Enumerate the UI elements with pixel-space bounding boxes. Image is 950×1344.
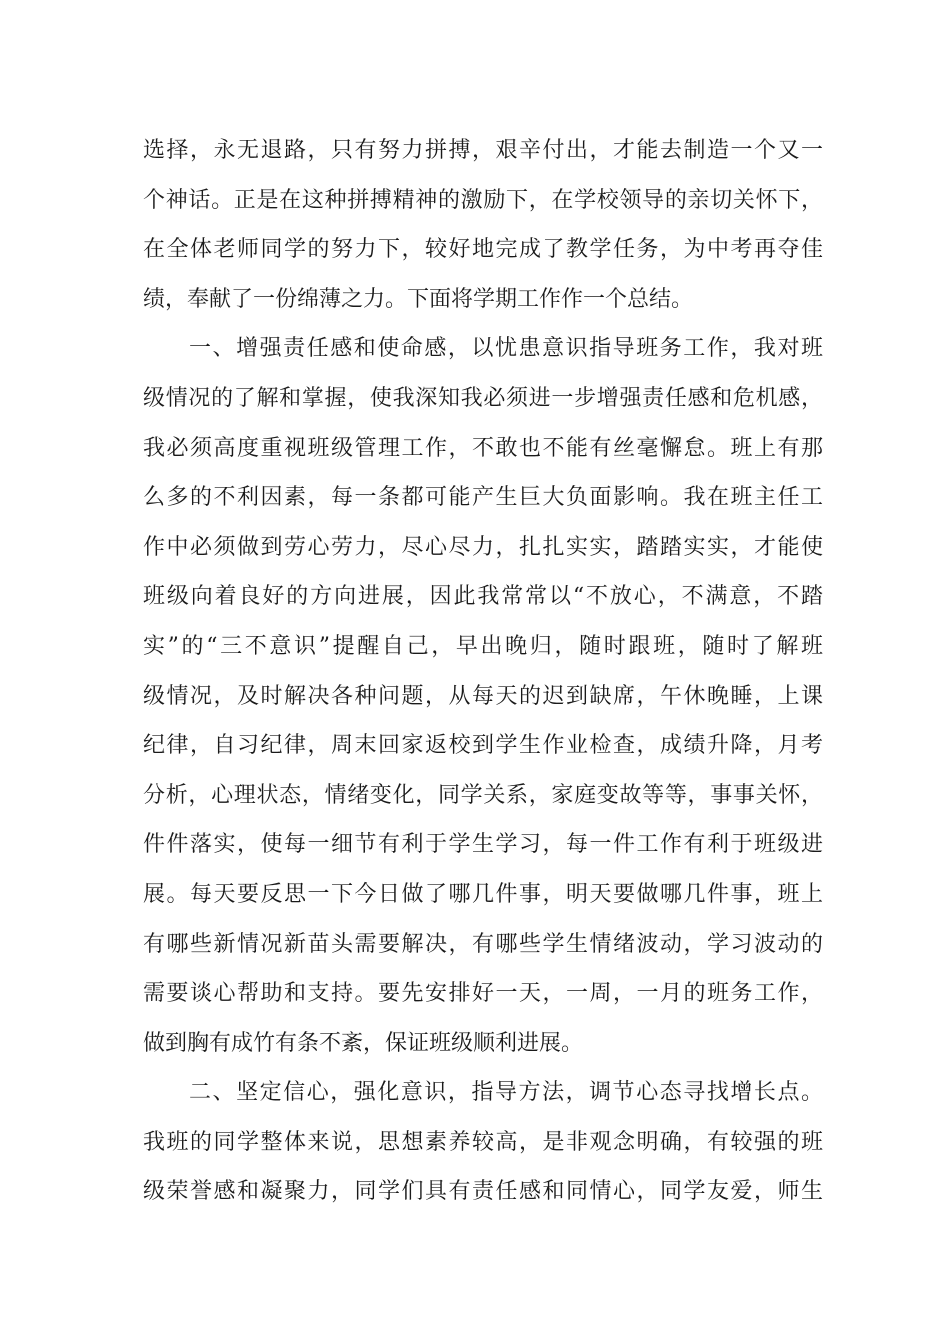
text-line: 级情况的了解和掌握，使我深知我必须进一步增强责任感和危机感，	[143, 385, 823, 411]
text-line: 展。每天要反思一下今日做了哪几件事，明天要做哪几件事，班上	[143, 881, 823, 907]
text-line: 我必须高度重视班级管理工作，不敢也不能有丝毫懈怠。班上有那	[143, 435, 823, 461]
text-line: 级情况，及时解决各种问题，从每天的迟到缺席，午休晚睡，上课	[143, 683, 823, 709]
text-line: 我班的同学整体来说，思想素养较高，是非观念明确，有较强的班	[143, 1129, 823, 1155]
text-line: 在全体老师同学的努力下，较好地完成了教学任务，为中考再夺佳	[143, 237, 823, 263]
text-line: 需要谈心帮助和支持。要先安排好一天，一周，一月的班务工作，	[143, 981, 823, 1007]
text-line: 么多的不利因素，每一条都可能产生巨大负面影响。我在班主任工	[143, 485, 823, 511]
section-heading-line: 二、坚定信心，强化意识，指导方法，调节心态寻找增长点。	[189, 1080, 823, 1106]
text-line: 个神话。正是在这种拼搏精神的激励下，在学校领导的亲切关怀下，	[143, 187, 823, 213]
text-line: 作中必须做到劳心劳力，尽心尽力，扎扎实实，踏踏实实，才能使	[143, 534, 823, 560]
section-heading-line: 一、增强责任感和使命感，以忧患意识指导班务工作，我对班	[189, 336, 823, 362]
text-line: 绩，奉献了一份绵薄之力。下面将学期工作作一个总结。	[143, 286, 694, 312]
text-line: 纪律，自习纪律，周末回家返校到学生作业检查，成绩升降，月考	[143, 733, 823, 759]
text-line: 选择，永无退路，只有努力拼搏，艰辛付出，才能去制造一个又一	[143, 138, 823, 163]
text-line: 做到胸有成竹有条不紊，保证班级顺利进展。	[143, 1030, 584, 1056]
text-line: 级荣誉感和凝聚力，同学们具有责任感和同情心，同学友爱，师生	[143, 1179, 823, 1205]
text-line: 有哪些新情况新苗头需要解决，有哪些学生情绪波动，学习波动的	[143, 931, 823, 957]
text-line: 实”的“三不意识”提醒自己，早出晚归，随时跟班，随时了解班	[143, 633, 823, 659]
text-line: 班级向着良好的方向进展，因此我常常以“不放心，不满意，不踏	[143, 584, 823, 610]
document-body	[143, 126, 823, 1217]
text-line: 分析，心理状态，情绪变化，同学关系，家庭变故等等，事事关怀，	[143, 782, 823, 808]
text-line: 件件落实，使每一细节有利于学生学习，每一件工作有利于班级进	[143, 832, 823, 858]
